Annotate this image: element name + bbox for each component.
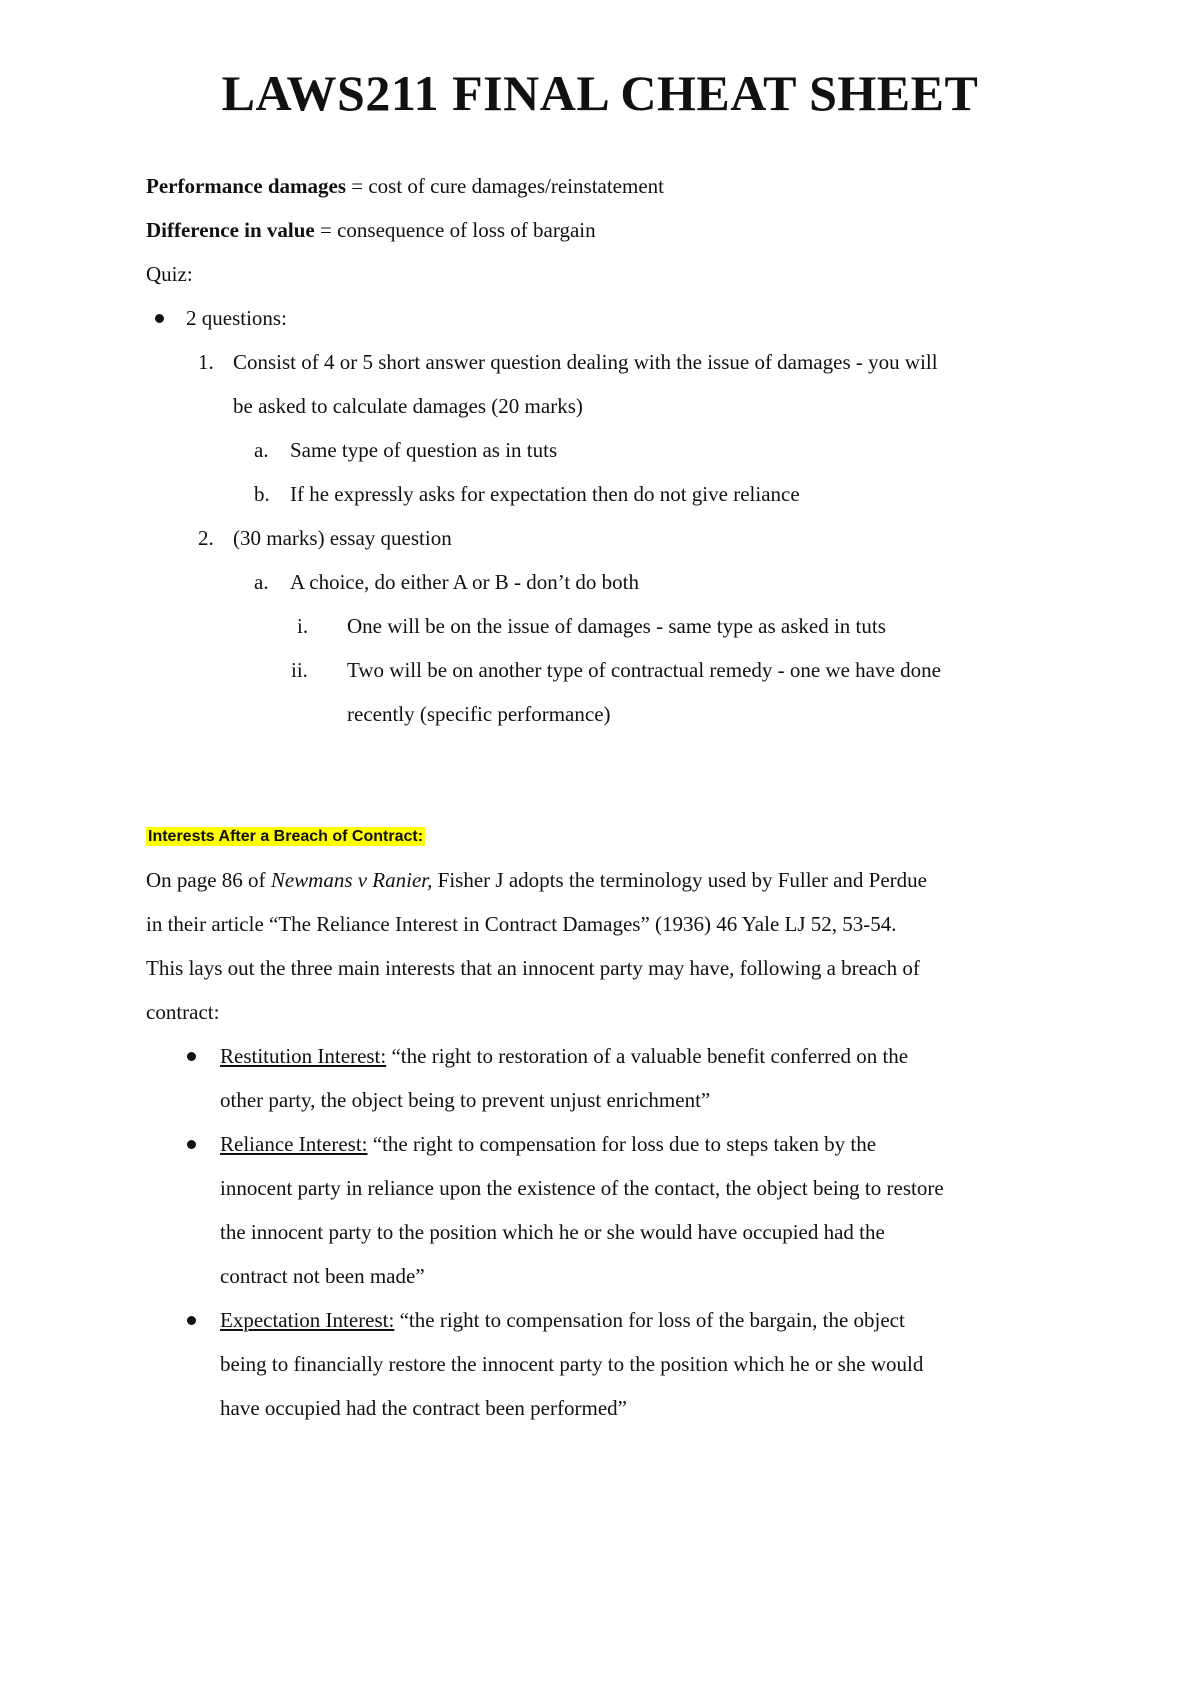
quiz-q2a: A choice, do either A or B - don’t do both bbox=[290, 570, 639, 594]
quiz-label: Quiz: bbox=[146, 262, 193, 286]
quiz-q2: (30 marks) essay question bbox=[233, 526, 452, 550]
quiz-q2aii-line2: recently (specific performance) bbox=[347, 702, 611, 726]
list-marker: 2. bbox=[198, 526, 214, 550]
list-marker: 1. bbox=[198, 350, 214, 374]
list-marker: a. bbox=[254, 570, 269, 594]
bullet-icon bbox=[155, 314, 164, 323]
restitution-text: “the right to restoration of a valuable benefit conferred on the bbox=[386, 1044, 909, 1068]
reliance-label: Reliance Interest: bbox=[220, 1132, 368, 1156]
quiz-q1-line1: Consist of 4 or 5 short answer question dealing with the issue of damages - you will bbox=[233, 350, 938, 374]
quiz-q2ai: One will be on the issue of damages - same type as asked in tuts bbox=[347, 614, 886, 638]
expectation-line-1 bbox=[220, 1306, 905, 1334]
list-marker: b. bbox=[254, 482, 270, 506]
definition-performance-damages bbox=[146, 172, 664, 200]
definition-text: = consequence of loss of bargain bbox=[314, 218, 596, 242]
restitution-label: Restitution Interest: bbox=[220, 1044, 387, 1068]
bullet-icon bbox=[187, 1052, 196, 1061]
page-title: LAWS211 FINAL CHEAT SHEET bbox=[221, 65, 979, 121]
reliance-line-2: innocent party in reliance upon the existence of the contact, the object being to restore bbox=[220, 1176, 944, 1200]
expectation-label: Expectation Interest: bbox=[220, 1308, 395, 1332]
highlighted-heading: Interests After a Breach of Contract: bbox=[148, 828, 424, 845]
list-marker: ii. bbox=[291, 658, 308, 682]
expectation-line-3: have occupied had the contract been performed” bbox=[220, 1396, 627, 1420]
definition-term: Performance damages bbox=[146, 174, 347, 198]
quiz-q2aii-line1: Two will be on another type of contractual remedy - one we have done bbox=[347, 658, 941, 682]
bullet-icon bbox=[187, 1140, 196, 1149]
bullet-icon bbox=[187, 1316, 196, 1325]
quiz-q1b: If he expressly asks for expectation then do not give reliance bbox=[290, 482, 800, 506]
intro-line-2: in their article “The Reliance Interest in Contract Damages” (1936) 46 Yale LJ 52, 53-54. bbox=[146, 912, 897, 936]
case-name: Newmans v Ranier, bbox=[270, 868, 433, 892]
reliance-text: “the right to compensation for loss due to steps taken by the bbox=[367, 1132, 877, 1156]
expectation-text: “the right to compensation for loss of the bargain, the object bbox=[394, 1308, 905, 1332]
quiz-bullet: 2 questions: bbox=[186, 306, 287, 330]
intro-text: On page 86 of bbox=[146, 868, 271, 892]
definition-difference-in-value bbox=[146, 216, 596, 244]
reliance-line-4: contract not been made” bbox=[220, 1264, 425, 1288]
reliance-line-3: the innocent party to the position which he or she would have occupied had the bbox=[220, 1220, 885, 1244]
intro-line-1 bbox=[146, 866, 927, 894]
intro-line-4: contract: bbox=[146, 1000, 220, 1024]
quiz-q1-line2: be asked to calculate damages (20 marks) bbox=[233, 394, 583, 418]
list-marker: a. bbox=[254, 438, 269, 462]
restitution-line-2: other party, the object being to prevent unjust enrichment” bbox=[220, 1088, 711, 1112]
section-heading bbox=[146, 820, 425, 851]
restitution-line-1 bbox=[220, 1042, 908, 1070]
reliance-line-1 bbox=[220, 1130, 876, 1158]
definition-term: Difference in value bbox=[146, 218, 315, 242]
intro-line-3: This lays out the three main interests that an innocent party may have, following a breach of bbox=[146, 956, 920, 980]
intro-text: Fisher J adopts the terminology used by Fuller and Perdue bbox=[432, 868, 927, 892]
definition-text: = cost of cure damages/reinstatement bbox=[346, 174, 664, 198]
list-marker: i. bbox=[297, 614, 309, 638]
expectation-line-2: being to financially restore the innocent party to the position which he or she would bbox=[220, 1352, 924, 1376]
quiz-q1a: Same type of question as in tuts bbox=[290, 438, 558, 462]
